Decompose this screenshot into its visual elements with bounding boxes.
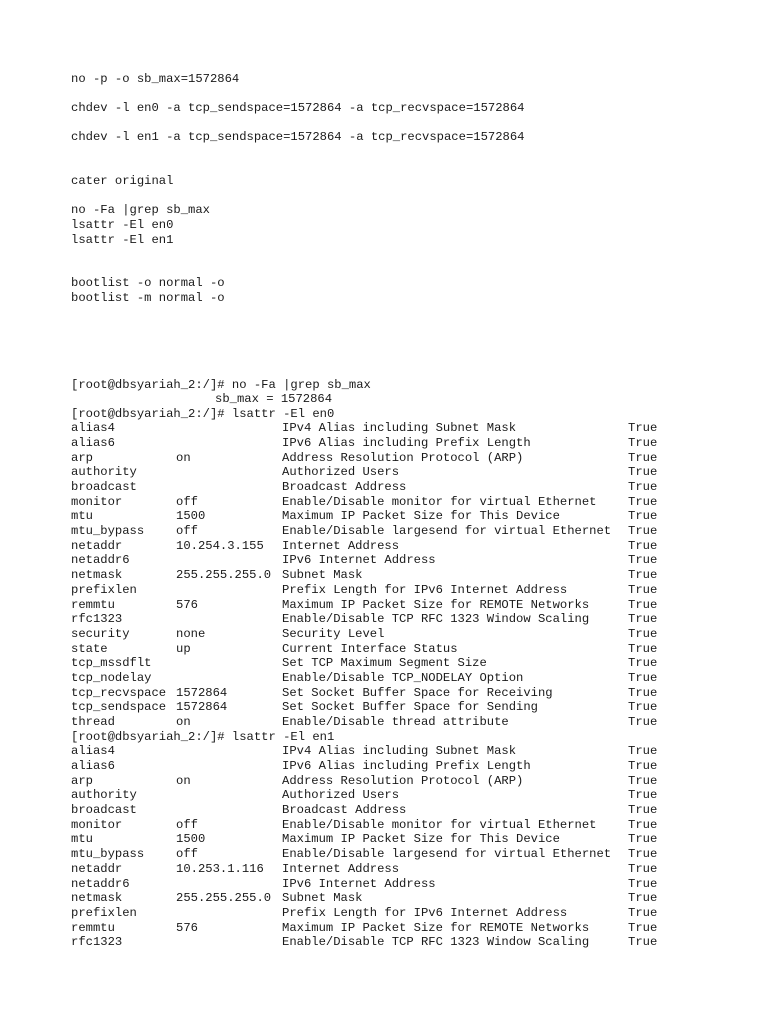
attribute-user-settable: True bbox=[628, 715, 658, 730]
attribute-value bbox=[176, 465, 282, 480]
attribute-row bbox=[71, 744, 751, 759]
attribute-row bbox=[71, 465, 751, 480]
attribute-user-settable: True bbox=[628, 920, 658, 935]
attribute-user-settable: True bbox=[628, 670, 658, 685]
attribute-description: Enable/Disable TCP_NODELAY Option bbox=[282, 670, 524, 685]
attribute-value: 10.254.3.155 bbox=[176, 538, 264, 553]
attribute-description: Maximum IP Packet Size for This Device bbox=[282, 509, 560, 524]
attribute-user-settable: True bbox=[628, 582, 658, 597]
attribute-name: remmtu bbox=[71, 920, 115, 935]
attribute-user-settable: True bbox=[628, 421, 658, 436]
attribute-user-settable: True bbox=[628, 847, 658, 862]
attribute-description: Enable/Disable monitor for virtual Ethernet bbox=[282, 817, 597, 832]
attribute-name: mtu_bypass bbox=[71, 847, 145, 862]
attribute-description: Subnet Mask bbox=[282, 568, 363, 583]
bootlist-command-2: bootlist -m normal -o bbox=[71, 290, 225, 305]
attribute-row bbox=[71, 803, 751, 818]
attribute-name: netaddr bbox=[71, 861, 123, 876]
attribute-description: IPv6 Internet Address bbox=[282, 876, 436, 891]
attribute-description: Address Resolution Protocol (ARP) bbox=[282, 450, 524, 465]
attribute-row bbox=[71, 480, 751, 495]
attribute-description: Authorized Users bbox=[282, 788, 400, 803]
attribute-value: off bbox=[176, 817, 198, 832]
attribute-row bbox=[71, 598, 751, 613]
attribute-user-settable: True bbox=[628, 465, 658, 480]
attribute-value: off bbox=[176, 494, 198, 509]
attribute-user-settable: True bbox=[628, 891, 658, 906]
check-command-2: lsattr -El en0 bbox=[71, 217, 174, 232]
attribute-description: IPv6 Alias including Prefix Length bbox=[282, 759, 531, 773]
attribute-name: broadcast bbox=[71, 803, 137, 818]
attribute-user-settable: True bbox=[628, 612, 658, 627]
attribute-name: tcp_sendspace bbox=[71, 700, 167, 715]
attribute-name: alias4 bbox=[71, 421, 115, 436]
attribute-row bbox=[71, 774, 751, 789]
attribute-name: alias6 bbox=[71, 759, 115, 773]
attribute-value bbox=[176, 744, 282, 759]
attribute-row bbox=[71, 553, 751, 568]
attribute-description: Set Socket Buffer Space for Receiving bbox=[282, 685, 553, 700]
attribute-value bbox=[176, 436, 282, 451]
attribute-user-settable: True bbox=[628, 480, 658, 495]
attribute-user-settable: True bbox=[628, 435, 658, 450]
attribute-user-settable: True bbox=[628, 568, 658, 583]
attribute-description: Enable/Disable monitor for virtual Ethernet bbox=[282, 494, 597, 509]
attribute-description: Set Socket Buffer Space for Sending bbox=[282, 700, 538, 715]
attribute-description: Enable/Disable TCP RFC 1323 Window Scaling bbox=[282, 612, 590, 627]
attribute-name: authority bbox=[71, 788, 137, 803]
attribute-row bbox=[71, 451, 751, 466]
attribute-description: Broadcast Address bbox=[282, 803, 407, 818]
attribute-row bbox=[71, 524, 751, 539]
attribute-row bbox=[71, 436, 751, 451]
attribute-row bbox=[71, 788, 751, 803]
attribute-name: mtu bbox=[71, 832, 93, 847]
attribute-row bbox=[71, 935, 751, 950]
attribute-description: IPv6 Internet Address bbox=[282, 553, 436, 568]
attribute-value: 1572864 bbox=[176, 700, 228, 715]
attribute-description: IPv6 Alias including Prefix Length bbox=[282, 435, 531, 450]
attribute-name: thread bbox=[71, 715, 115, 730]
attribute-user-settable: True bbox=[628, 876, 658, 891]
attribute-row bbox=[71, 421, 751, 436]
prompt-lsattr-en0: [root@dbsyariah_2:/]# lsattr -El en0 bbox=[71, 406, 335, 421]
attribute-row bbox=[71, 700, 751, 715]
attribute-value bbox=[176, 671, 282, 686]
section-heading: cater original bbox=[71, 174, 174, 189]
attribute-name: broadcast bbox=[71, 480, 137, 495]
attribute-user-settable: True bbox=[628, 803, 658, 818]
attribute-name: tcp_mssdflt bbox=[71, 656, 152, 671]
attribute-name: monitor bbox=[71, 817, 123, 832]
attribute-description: Enable/Disable largesend for virtual Ethernet bbox=[282, 524, 612, 539]
attribute-name: tcp_nodelay bbox=[71, 670, 152, 685]
attribute-user-settable: True bbox=[628, 759, 658, 773]
attribute-value bbox=[176, 656, 282, 671]
attribute-user-settable: True bbox=[628, 744, 658, 759]
attribute-name: arp bbox=[71, 450, 93, 465]
attribute-description: Enable/Disable largesend for virtual Ethernet bbox=[282, 847, 612, 862]
attribute-description: Broadcast Address bbox=[282, 480, 407, 495]
attribute-description: Maximum IP Packet Size for REMOTE Networks bbox=[282, 597, 590, 612]
attribute-description: Prefix Length for IPv6 Internet Address bbox=[282, 582, 568, 597]
attribute-user-settable: True bbox=[628, 597, 658, 612]
attribute-name: rfc1323 bbox=[71, 612, 123, 627]
attribute-row bbox=[71, 877, 751, 892]
attribute-description: Enable/Disable thread attribute bbox=[282, 715, 509, 730]
attribute-user-settable: True bbox=[628, 553, 658, 568]
attribute-row bbox=[71, 847, 751, 862]
prompt-no-command: [root@dbsyariah_2:/]# no -Fa |grep sb_max bbox=[71, 377, 371, 392]
attribute-user-settable: True bbox=[628, 817, 658, 832]
attribute-description: Address Resolution Protocol (ARP) bbox=[282, 773, 524, 788]
attribute-value: 1500 bbox=[176, 509, 206, 524]
attribute-row bbox=[71, 818, 751, 833]
attribute-description: Internet Address bbox=[282, 538, 400, 553]
attribute-description: IPv4 Alias including Subnet Mask bbox=[282, 744, 517, 759]
attribute-row bbox=[71, 759, 751, 774]
attribute-description: Maximum IP Packet Size for REMOTE Networks bbox=[282, 920, 590, 935]
attribute-user-settable: True bbox=[628, 773, 658, 788]
en0-attribute-table bbox=[71, 421, 751, 729]
attribute-value: 1572864 bbox=[176, 685, 228, 700]
attribute-name: netaddr6 bbox=[71, 553, 130, 568]
attribute-value: off bbox=[176, 524, 198, 539]
bootlist-command-1: bootlist -o normal -o bbox=[71, 276, 225, 291]
attribute-row bbox=[71, 627, 751, 642]
attribute-name: prefixlen bbox=[71, 905, 137, 920]
attribute-name: alias4 bbox=[71, 744, 115, 759]
attribute-user-settable: True bbox=[628, 700, 658, 715]
attribute-row bbox=[71, 509, 751, 524]
attribute-value: on bbox=[176, 450, 191, 465]
check-command-3: lsattr -El en1 bbox=[71, 232, 174, 247]
no-command-line: no -p -o sb_max=1572864 bbox=[71, 72, 240, 86]
attribute-description: Set TCP Maximum Segment Size bbox=[282, 656, 487, 671]
attribute-description: Current Interface Status bbox=[282, 641, 458, 656]
attribute-user-settable: True bbox=[628, 538, 658, 553]
attribute-name: alias6 bbox=[71, 435, 115, 450]
attribute-description: Subnet Mask bbox=[282, 891, 363, 906]
attribute-row bbox=[71, 906, 751, 921]
attribute-value bbox=[176, 877, 282, 892]
chdev-en0-line: chdev -l en0 -a tcp_sendspace=1572864 -a tcp_recvspace=1572864 bbox=[71, 101, 525, 116]
attribute-row bbox=[71, 612, 751, 627]
attribute-user-settable: True bbox=[628, 509, 658, 524]
attribute-value bbox=[176, 935, 282, 950]
attribute-value bbox=[176, 480, 282, 495]
attribute-row bbox=[71, 642, 751, 657]
attribute-description: Maximum IP Packet Size for This Device bbox=[282, 832, 560, 847]
attribute-value: up bbox=[176, 641, 191, 656]
attribute-description: Prefix Length for IPv6 Internet Address bbox=[282, 905, 568, 920]
attribute-value: 576 bbox=[176, 597, 198, 612]
attribute-user-settable: True bbox=[628, 626, 658, 641]
attribute-description: Authorized Users bbox=[282, 465, 400, 480]
attribute-value bbox=[176, 803, 282, 818]
attribute-name: mtu_bypass bbox=[71, 524, 145, 539]
attribute-row bbox=[71, 656, 751, 671]
attribute-value bbox=[176, 612, 282, 627]
attribute-value bbox=[176, 553, 282, 568]
attribute-row bbox=[71, 495, 751, 510]
attribute-name: state bbox=[71, 641, 108, 656]
attribute-row bbox=[71, 891, 751, 906]
attribute-user-settable: True bbox=[628, 788, 658, 803]
document-body bbox=[71, 72, 751, 950]
attribute-row bbox=[71, 671, 751, 686]
attribute-value bbox=[176, 906, 282, 921]
attribute-row bbox=[71, 832, 751, 847]
attribute-value bbox=[176, 421, 282, 436]
attribute-row bbox=[71, 862, 751, 877]
attribute-user-settable: True bbox=[628, 656, 658, 671]
attribute-row bbox=[71, 686, 751, 701]
attribute-description: Enable/Disable TCP RFC 1323 Window Scaling bbox=[282, 935, 590, 950]
attribute-user-settable: True bbox=[628, 861, 658, 876]
attribute-user-settable: True bbox=[628, 524, 658, 539]
prompt-lsattr-en1: [root@dbsyariah_2:/]# lsattr -El en1 bbox=[71, 729, 335, 744]
attribute-name: arp bbox=[71, 773, 93, 788]
attribute-value: 1500 bbox=[176, 832, 206, 847]
attribute-row bbox=[71, 539, 751, 554]
attribute-description: Internet Address bbox=[282, 861, 400, 876]
attribute-value: 255.255.255.0 bbox=[176, 568, 272, 583]
attribute-value: 255.255.255.0 bbox=[176, 891, 272, 906]
attribute-description: IPv4 Alias including Subnet Mask bbox=[282, 421, 517, 436]
attribute-user-settable: True bbox=[628, 685, 658, 700]
attribute-description: Security Level bbox=[282, 626, 385, 641]
chdev-en1-line: chdev -l en1 -a tcp_sendspace=1572864 -a tcp_recvspace=1572864 bbox=[71, 130, 525, 145]
attribute-name: prefixlen bbox=[71, 582, 137, 597]
attribute-name: netmask bbox=[71, 891, 123, 906]
attribute-name: mtu bbox=[71, 509, 93, 524]
attribute-value: on bbox=[176, 773, 191, 788]
attribute-name: rfc1323 bbox=[71, 935, 123, 950]
attribute-user-settable: True bbox=[628, 935, 658, 950]
check-command-1: no -Fa |grep sb_max bbox=[71, 203, 210, 218]
attribute-value: 10.253.1.116 bbox=[176, 861, 264, 876]
attribute-name: netaddr6 bbox=[71, 876, 130, 891]
attribute-value: none bbox=[176, 626, 206, 641]
attribute-user-settable: True bbox=[628, 905, 658, 920]
attribute-value bbox=[176, 583, 282, 598]
en1-attribute-table bbox=[71, 744, 751, 950]
attribute-row bbox=[71, 715, 751, 730]
attribute-name: netmask bbox=[71, 568, 123, 583]
attribute-user-settable: True bbox=[628, 832, 658, 847]
attribute-value: on bbox=[176, 715, 191, 730]
attribute-name: security bbox=[71, 626, 130, 641]
attribute-name: authority bbox=[71, 465, 137, 480]
attribute-user-settable: True bbox=[628, 494, 658, 509]
attribute-name: tcp_recvspace bbox=[71, 685, 167, 700]
attribute-name: remmtu bbox=[71, 597, 115, 612]
attribute-value: off bbox=[176, 847, 198, 862]
attribute-value bbox=[176, 788, 282, 803]
attribute-name: netaddr bbox=[71, 538, 123, 553]
attribute-user-settable: True bbox=[628, 641, 658, 656]
sb-max-result: sb_max = 1572864 bbox=[215, 392, 333, 407]
attribute-value bbox=[176, 759, 282, 774]
attribute-name: monitor bbox=[71, 494, 123, 509]
attribute-row bbox=[71, 921, 751, 936]
attribute-value: 576 bbox=[176, 920, 198, 935]
attribute-user-settable: True bbox=[628, 450, 658, 465]
attribute-row bbox=[71, 568, 751, 583]
attribute-row bbox=[71, 583, 751, 598]
